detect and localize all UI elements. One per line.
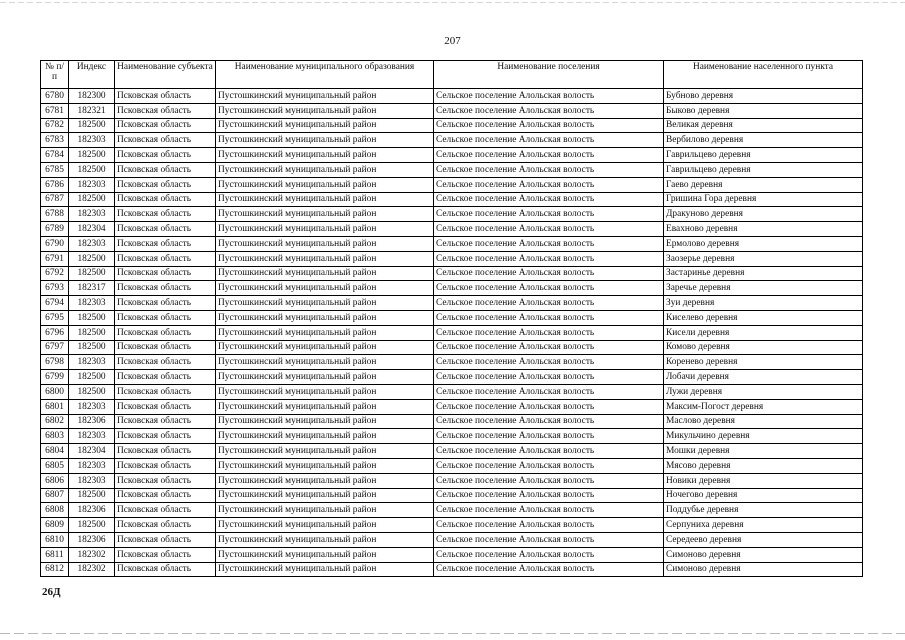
cell-subject: Псковская область	[115, 562, 216, 577]
cell-subject: Псковская область	[115, 518, 216, 533]
cell-locality: Маслово деревня	[664, 414, 863, 429]
scan-edge-top	[0, 2, 905, 3]
cell-subject: Псковская область	[115, 266, 216, 281]
cell-settlement: Сельское поселение Алольская волость	[434, 251, 664, 266]
cell-num: 6802	[41, 414, 69, 429]
cell-settlement: Сельское поселение Алольская волость	[434, 296, 664, 311]
cell-num: 6798	[41, 355, 69, 370]
cell-settlement: Сельское поселение Алольская волость	[434, 266, 664, 281]
cell-locality: Гаврильцево деревня	[664, 148, 863, 163]
table-row	[41, 518, 863, 533]
cell-num: 6786	[41, 177, 69, 192]
cell-settlement: Сельское поселение Алольская волость	[434, 236, 664, 251]
cell-num: 6780	[41, 89, 69, 104]
cell-index: 182317	[69, 281, 115, 296]
cell-municipality: Пустошкинский муниципальный район	[216, 384, 434, 399]
cell-index: 182300	[69, 89, 115, 104]
cell-settlement: Сельское поселение Алольская волость	[434, 118, 664, 133]
cell-locality: Ночегово деревня	[664, 488, 863, 503]
table-row	[41, 118, 863, 133]
cell-index: 182500	[69, 192, 115, 207]
cell-municipality: Пустошкинский муниципальный район	[216, 370, 434, 385]
cell-num: 6781	[41, 103, 69, 118]
cell-municipality: Пустошкинский муниципальный район	[216, 222, 434, 237]
cell-index: 182303	[69, 458, 115, 473]
cell-municipality: Пустошкинский муниципальный район	[216, 399, 434, 414]
table-row	[41, 162, 863, 177]
cell-index: 182303	[69, 133, 115, 148]
table-row	[41, 429, 863, 444]
cell-locality: Застаринье деревня	[664, 266, 863, 281]
cell-settlement: Сельское поселение Алольская волость	[434, 310, 664, 325]
cell-settlement: Сельское поселение Алольская волость	[434, 562, 664, 577]
cell-settlement: Сельское поселение Алольская волость	[434, 177, 664, 192]
cell-locality: Поддубье деревня	[664, 503, 863, 518]
cell-settlement: Сельское поселение Алольская волость	[434, 384, 664, 399]
cell-subject: Псковская область	[115, 89, 216, 104]
header-num: № п/п	[41, 61, 69, 89]
cell-index: 182500	[69, 518, 115, 533]
cell-subject: Псковская область	[115, 370, 216, 385]
cell-locality: Гаврильцево деревня	[664, 162, 863, 177]
table-row	[41, 384, 863, 399]
cell-subject: Псковская область	[115, 384, 216, 399]
cell-municipality: Пустошкинский муниципальный район	[216, 444, 434, 459]
cell-subject: Псковская область	[115, 458, 216, 473]
cell-municipality: Пустошкинский муниципальный район	[216, 532, 434, 547]
cell-municipality: Пустошкинский муниципальный район	[216, 236, 434, 251]
cell-locality: Лобачи деревня	[664, 370, 863, 385]
cell-num: 6795	[41, 310, 69, 325]
cell-municipality: Пустошкинский муниципальный район	[216, 162, 434, 177]
cell-index: 182500	[69, 340, 115, 355]
cell-municipality: Пустошкинский муниципальный район	[216, 192, 434, 207]
cell-num: 6785	[41, 162, 69, 177]
table-row	[41, 222, 863, 237]
cell-settlement: Сельское поселение Алольская волость	[434, 192, 664, 207]
cell-municipality: Пустошкинский муниципальный район	[216, 177, 434, 192]
cell-index: 182303	[69, 399, 115, 414]
cell-settlement: Сельское поселение Алольская волость	[434, 103, 664, 118]
cell-index: 182303	[69, 207, 115, 222]
cell-index: 182303	[69, 473, 115, 488]
cell-index: 182303	[69, 429, 115, 444]
cell-num: 6808	[41, 503, 69, 518]
cell-municipality: Пустошкинский муниципальный район	[216, 89, 434, 104]
cell-settlement: Сельское поселение Алольская волость	[434, 325, 664, 340]
cell-locality: Гришина Гора деревня	[664, 192, 863, 207]
table-row	[41, 458, 863, 473]
cell-subject: Псковская область	[115, 325, 216, 340]
cell-subject: Псковская область	[115, 399, 216, 414]
cell-index: 182500	[69, 118, 115, 133]
scan-edge-bottom	[0, 633, 905, 634]
cell-subject: Псковская область	[115, 532, 216, 547]
cell-index: 182303	[69, 296, 115, 311]
header-settlement: Наименование поселения	[434, 61, 664, 89]
cell-municipality: Пустошкинский муниципальный район	[216, 488, 434, 503]
cell-municipality: Пустошкинский муниципальный район	[216, 310, 434, 325]
table-body	[41, 89, 863, 577]
cell-index: 182306	[69, 532, 115, 547]
cell-locality: Симоново деревня	[664, 562, 863, 577]
cell-subject: Псковская область	[115, 503, 216, 518]
cell-locality: Дракуново деревня	[664, 207, 863, 222]
cell-locality: Быково деревня	[664, 103, 863, 118]
cell-subject: Псковская область	[115, 222, 216, 237]
table-row	[41, 296, 863, 311]
cell-num: 6811	[41, 547, 69, 562]
table-row	[41, 251, 863, 266]
table-row	[41, 488, 863, 503]
cell-settlement: Сельское поселение Алольская волость	[434, 370, 664, 385]
settlements-table	[40, 60, 863, 577]
cell-municipality: Пустошкинский муниципальный район	[216, 266, 434, 281]
cell-num: 6810	[41, 532, 69, 547]
cell-num: 6799	[41, 370, 69, 385]
cell-subject: Псковская область	[115, 340, 216, 355]
cell-locality: Середеево деревня	[664, 532, 863, 547]
cell-municipality: Пустошкинский муниципальный район	[216, 325, 434, 340]
cell-subject: Псковская область	[115, 488, 216, 503]
cell-num: 6792	[41, 266, 69, 281]
cell-num: 6783	[41, 133, 69, 148]
cell-locality: Новики деревня	[664, 473, 863, 488]
cell-num: 6794	[41, 296, 69, 311]
cell-num: 6793	[41, 281, 69, 296]
cell-num: 6803	[41, 429, 69, 444]
cell-municipality: Пустошкинский муниципальный район	[216, 251, 434, 266]
cell-municipality: Пустошкинский муниципальный район	[216, 355, 434, 370]
table-row	[41, 89, 863, 104]
cell-locality: Коренево деревня	[664, 355, 863, 370]
cell-subject: Псковская область	[115, 162, 216, 177]
table-row	[41, 266, 863, 281]
table-row	[41, 281, 863, 296]
cell-municipality: Пустошкинский муниципальный район	[216, 429, 434, 444]
table-row	[41, 547, 863, 562]
cell-num: 6784	[41, 148, 69, 163]
cell-municipality: Пустошкинский муниципальный район	[216, 118, 434, 133]
cell-num: 6806	[41, 473, 69, 488]
cell-num: 6789	[41, 222, 69, 237]
cell-locality: Симоново деревня	[664, 547, 863, 562]
table-row	[41, 207, 863, 222]
table-row	[41, 444, 863, 459]
cell-index: 182303	[69, 236, 115, 251]
cell-subject: Псковская область	[115, 133, 216, 148]
cell-index: 182306	[69, 414, 115, 429]
cell-index: 182500	[69, 488, 115, 503]
table-row	[41, 133, 863, 148]
cell-subject: Псковская область	[115, 192, 216, 207]
table-row	[41, 103, 863, 118]
cell-index: 182303	[69, 355, 115, 370]
cell-num: 6809	[41, 518, 69, 533]
cell-municipality: Пустошкинский муниципальный район	[216, 133, 434, 148]
table-row	[41, 473, 863, 488]
table-row	[41, 177, 863, 192]
cell-locality: Мясово деревня	[664, 458, 863, 473]
cell-locality: Ермолово деревня	[664, 236, 863, 251]
cell-subject: Псковская область	[115, 281, 216, 296]
table-row	[41, 192, 863, 207]
cell-num: 6801	[41, 399, 69, 414]
cell-subject: Псковская область	[115, 547, 216, 562]
cell-locality: Серпуниха деревня	[664, 518, 863, 533]
cell-subject: Псковская область	[115, 236, 216, 251]
cell-num: 6805	[41, 458, 69, 473]
cell-settlement: Сельское поселение Алольская волость	[434, 518, 664, 533]
cell-subject: Псковская область	[115, 103, 216, 118]
cell-municipality: Пустошкинский муниципальный район	[216, 518, 434, 533]
cell-locality: Микульчино деревня	[664, 429, 863, 444]
cell-subject: Псковская область	[115, 444, 216, 459]
table-row	[41, 236, 863, 251]
cell-num: 6787	[41, 192, 69, 207]
cell-num: 6804	[41, 444, 69, 459]
cell-settlement: Сельское поселение Алольская волость	[434, 444, 664, 459]
cell-subject: Псковская область	[115, 473, 216, 488]
cell-index: 182302	[69, 547, 115, 562]
cell-settlement: Сельское поселение Алольская волость	[434, 532, 664, 547]
cell-municipality: Пустошкинский муниципальный район	[216, 562, 434, 577]
cell-locality: Заречье деревня	[664, 281, 863, 296]
header-subject: Наименование субъекта	[115, 61, 216, 89]
cell-num: 6807	[41, 488, 69, 503]
cell-municipality: Пустошкинский муниципальный район	[216, 103, 434, 118]
cell-num: 6791	[41, 251, 69, 266]
header-municipality: Наименование муниципального образования	[216, 61, 434, 89]
cell-municipality: Пустошкинский муниципальный район	[216, 148, 434, 163]
table-row	[41, 532, 863, 547]
table-row	[41, 355, 863, 370]
cell-locality: Гаево деревня	[664, 177, 863, 192]
cell-settlement: Сельское поселение Алольская волость	[434, 503, 664, 518]
table-row	[41, 503, 863, 518]
cell-index: 182500	[69, 251, 115, 266]
cell-settlement: Сельское поселение Алольская волость	[434, 355, 664, 370]
cell-municipality: Пустошкинский муниципальный район	[216, 547, 434, 562]
cell-locality: Мошки деревня	[664, 444, 863, 459]
cell-municipality: Пустошкинский муниципальный район	[216, 207, 434, 222]
cell-num: 6812	[41, 562, 69, 577]
cell-locality: Киселево деревня	[664, 310, 863, 325]
cell-settlement: Сельское поселение Алольская волость	[434, 222, 664, 237]
cell-subject: Псковская область	[115, 296, 216, 311]
cell-locality: Вербилово деревня	[664, 133, 863, 148]
cell-index: 182500	[69, 266, 115, 281]
cell-subject: Псковская область	[115, 207, 216, 222]
cell-index: 182500	[69, 310, 115, 325]
cell-locality: Кисели деревня	[664, 325, 863, 340]
cell-settlement: Сельское поселение Алольская волость	[434, 89, 664, 104]
cell-municipality: Пустошкинский муниципальный район	[216, 458, 434, 473]
cell-settlement: Сельское поселение Алольская волость	[434, 488, 664, 503]
footer-code: 26Д	[42, 586, 61, 598]
cell-municipality: Пустошкинский муниципальный район	[216, 340, 434, 355]
cell-num: 6800	[41, 384, 69, 399]
cell-index: 182500	[69, 148, 115, 163]
cell-settlement: Сельское поселение Алольская волость	[434, 458, 664, 473]
cell-num: 6782	[41, 118, 69, 133]
cell-subject: Псковская область	[115, 148, 216, 163]
cell-index: 182304	[69, 444, 115, 459]
cell-locality: Зуи деревня	[664, 296, 863, 311]
cell-settlement: Сельское поселение Алольская волость	[434, 133, 664, 148]
table-row	[41, 310, 863, 325]
cell-index: 182303	[69, 177, 115, 192]
table-row	[41, 340, 863, 355]
cell-settlement: Сельское поселение Алольская волость	[434, 473, 664, 488]
cell-index: 182500	[69, 370, 115, 385]
cell-index: 182500	[69, 162, 115, 177]
cell-subject: Псковская область	[115, 251, 216, 266]
cell-subject: Псковская область	[115, 310, 216, 325]
cell-settlement: Сельское поселение Алольская волость	[434, 340, 664, 355]
cell-subject: Псковская область	[115, 414, 216, 429]
cell-municipality: Пустошкинский муниципальный район	[216, 414, 434, 429]
cell-index: 182321	[69, 103, 115, 118]
cell-locality: Лужи деревня	[664, 384, 863, 399]
cell-num: 6788	[41, 207, 69, 222]
cell-locality: Заозерье деревня	[664, 251, 863, 266]
table-row	[41, 325, 863, 340]
table-row	[41, 370, 863, 385]
cell-municipality: Пустошкинский муниципальный район	[216, 281, 434, 296]
cell-index: 182306	[69, 503, 115, 518]
cell-subject: Псковская область	[115, 177, 216, 192]
cell-settlement: Сельское поселение Алольская волость	[434, 399, 664, 414]
cell-settlement: Сельское поселение Алольская волость	[434, 547, 664, 562]
table-row	[41, 399, 863, 414]
cell-locality: Максим-Погост деревня	[664, 399, 863, 414]
table-row	[41, 148, 863, 163]
cell-municipality: Пустошкинский муниципальный район	[216, 473, 434, 488]
cell-municipality: Пустошкинский муниципальный район	[216, 503, 434, 518]
cell-settlement: Сельское поселение Алольская волость	[434, 281, 664, 296]
cell-locality: Великая деревня	[664, 118, 863, 133]
cell-subject: Псковская область	[115, 429, 216, 444]
cell-index: 182500	[69, 384, 115, 399]
page-number: 207	[444, 35, 461, 47]
cell-municipality: Пустошкинский муниципальный район	[216, 296, 434, 311]
cell-num: 6797	[41, 340, 69, 355]
cell-index: 182302	[69, 562, 115, 577]
table-row	[41, 562, 863, 577]
cell-settlement: Сельское поселение Алольская волость	[434, 162, 664, 177]
cell-index: 182304	[69, 222, 115, 237]
header-index: Индекс	[69, 61, 115, 89]
cell-subject: Псковская область	[115, 118, 216, 133]
table-header-row	[41, 61, 863, 89]
cell-settlement: Сельское поселение Алольская волость	[434, 148, 664, 163]
cell-locality: Комово деревня	[664, 340, 863, 355]
cell-num: 6790	[41, 236, 69, 251]
table-row	[41, 414, 863, 429]
cell-num: 6796	[41, 325, 69, 340]
cell-subject: Псковская область	[115, 355, 216, 370]
cell-index: 182500	[69, 325, 115, 340]
cell-locality: Евахново деревня	[664, 222, 863, 237]
cell-settlement: Сельское поселение Алольская волость	[434, 429, 664, 444]
cell-settlement: Сельское поселение Алольская волость	[434, 414, 664, 429]
header-locality: Наименование населенного пункта	[664, 61, 863, 89]
cell-settlement: Сельское поселение Алольская волость	[434, 207, 664, 222]
cell-locality: Бубново деревня	[664, 89, 863, 104]
